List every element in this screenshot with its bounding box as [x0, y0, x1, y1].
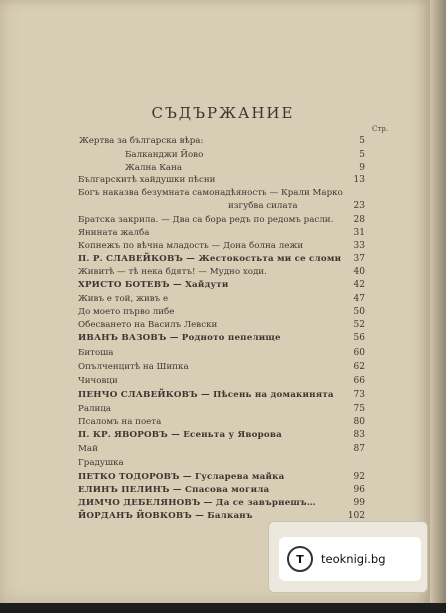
- toc-row: Живъ е той, живъ е: [78, 294, 169, 304]
- toc-page: 66: [353, 376, 365, 386]
- toc-page: 40: [353, 267, 365, 277]
- toc-row: Балканджи Йово: [125, 150, 204, 160]
- toc-page: 31: [353, 228, 365, 238]
- toc-page: 92: [353, 472, 365, 482]
- toc-page: 80: [353, 417, 365, 427]
- toc-row: Богъ наказва безумната самонадѣяность — Крали Марко: [78, 188, 343, 198]
- bottom-dark-strip: [0, 603, 446, 613]
- toc-page: 62: [353, 362, 365, 372]
- toc-row: Чичовци: [78, 376, 118, 386]
- toc-page: 23: [353, 201, 365, 211]
- toc-page: 5: [359, 150, 365, 160]
- toc-page: 96: [353, 485, 365, 495]
- toc-row: изгубва силата: [228, 201, 298, 211]
- toc-row: Копнежъ по вѣчна младость — Дона болна лежи: [78, 241, 304, 251]
- toc-page: 37: [353, 254, 365, 264]
- toc-row: Ралица: [78, 404, 112, 414]
- toc-page: 60: [353, 348, 365, 358]
- watermark-badge: [279, 537, 421, 581]
- toc-row: П. Р. СЛАВЕЙКОВЪ — Жестокостьта ми се сломи: [78, 254, 342, 264]
- toc-row: ПЕТКО ТОДОРОВЪ — Гусларева майка: [78, 472, 285, 482]
- toc-row: ЙОРДАНЪ ЙОВКОВЪ — Балканъ: [78, 511, 253, 521]
- toc-row: Май: [78, 444, 98, 454]
- toc-page: 47: [353, 294, 365, 304]
- toc-row: Опълченцитѣ на Шипка: [78, 362, 189, 372]
- toc-row: Живитѣ — тѣ нека бдятъ! — Мудно ходи.: [78, 267, 267, 277]
- toc-page: 28: [353, 215, 365, 225]
- toc-page: 73: [353, 390, 365, 400]
- toc-row: Градушка: [78, 458, 124, 468]
- toc-row: Жална Кана: [125, 163, 183, 173]
- toc-page: 52: [353, 320, 365, 330]
- toc-page: 33: [353, 241, 365, 251]
- page-column-label: Стр.: [372, 125, 388, 133]
- toc-page: 50: [353, 307, 365, 317]
- book-logo-icon: T: [287, 546, 313, 572]
- toc-row: ХРИСТО БОТЕВЪ — Хайдути: [78, 280, 229, 290]
- toc-page: 99: [353, 498, 365, 508]
- toc-row: До моето първо либе: [78, 307, 175, 317]
- toc-page: 83: [353, 430, 365, 440]
- toc-title: СЪДЪРЖАНИЕ: [151, 104, 295, 122]
- toc-page: 13: [353, 175, 365, 185]
- toc-page: 5: [359, 136, 365, 146]
- toc-row: Българскитѣ хайдушки пѣсни: [78, 175, 216, 185]
- toc-row: Жертва за българска вѣра:: [79, 136, 204, 146]
- toc-row: ИВАНЪ ВАЗОВЪ — Родното пепелище: [78, 333, 281, 343]
- toc-page: 56: [353, 333, 365, 343]
- toc-row: ЕЛИНЪ ПЕЛИНЪ — Спасова могила: [78, 485, 270, 495]
- toc-page: 42: [353, 280, 365, 290]
- toc-row: ПЕНЧО СЛАВЕЙКОВЪ — Пѣсень на домакинята: [78, 390, 334, 400]
- toc-row: Янината жалба: [78, 228, 150, 238]
- toc-page: 87: [353, 444, 365, 454]
- watermark-text: teoknigi.bg: [321, 552, 386, 566]
- toc-row: Обесването на Василъ Левски: [78, 320, 218, 330]
- toc-row: Братска закрила. — Два са бора редъ по редомъ расли.: [78, 215, 334, 225]
- toc-row: Псаломъ на поета: [78, 417, 162, 427]
- toc-row: П. КР. ЯВОРОВЪ — Есеньта у Яворова: [78, 430, 282, 440]
- toc-page: 9: [359, 163, 365, 173]
- toc-row: ДИМЧО ДЕБЕЛЯНОВЪ — Да се завърнешъ…: [78, 498, 316, 508]
- toc-row: Битоша: [78, 348, 114, 358]
- toc-page: 75: [353, 404, 365, 414]
- toc-page: 102: [347, 511, 365, 521]
